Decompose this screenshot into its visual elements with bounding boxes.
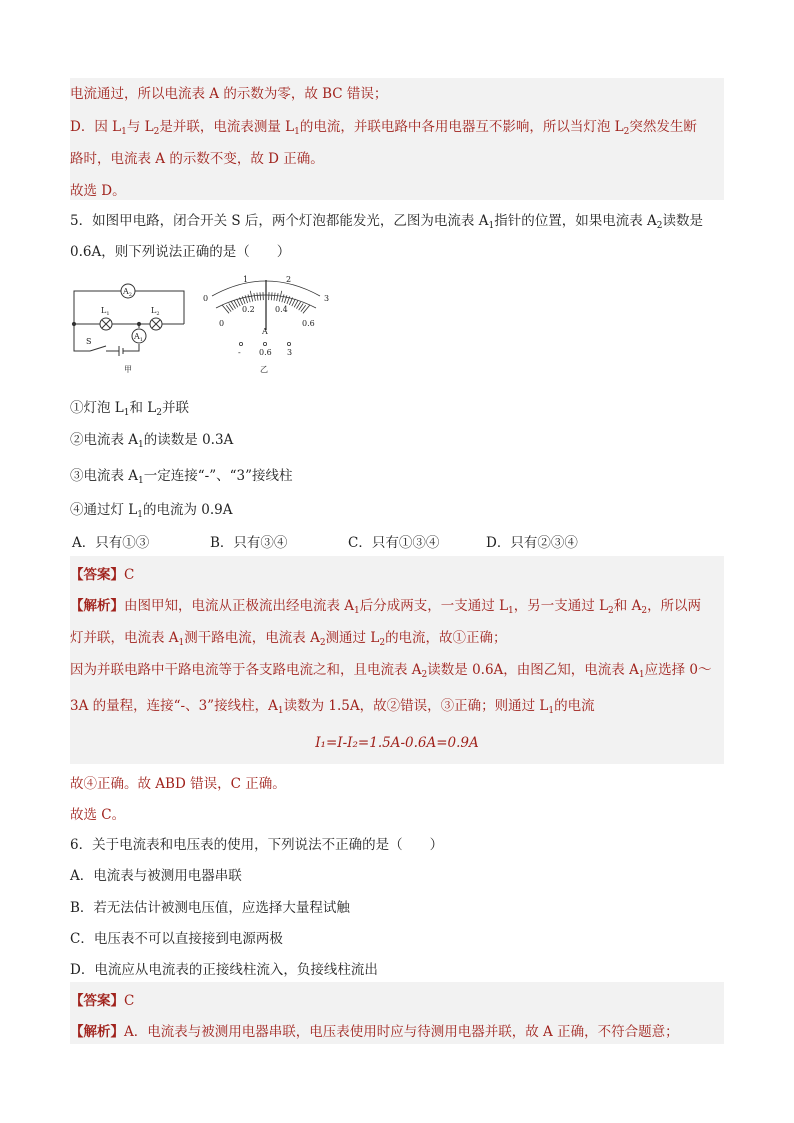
q5-statement-2: ②电流表 $A_1$的读数是 0.3A	[70, 432, 234, 450]
q5-choose: 故选 C。	[70, 807, 126, 823]
q6-stem: 6．关于电流表和电压表的使用，下列说法不正确的是（ ）	[70, 837, 444, 853]
dial-tick	[274, 293, 275, 301]
lamp-l2-label: $L_2$	[151, 306, 160, 317]
switch-label: S	[86, 337, 92, 346]
terminal-3: 3	[287, 348, 293, 357]
q6-analysis: 【解析】A．电流表与被测用电器串联，电压表使用时应与待测用电器并联，故 A 正确，不符合题意；	[70, 1024, 679, 1040]
dial-tick	[282, 295, 284, 303]
q5-stem-line1: 5．如图甲电路，闭合开关 S 后，两个灯泡都能发光，乙图为电流表 $A_1$指针的位置，如果电流表 $A_2$读数是	[70, 213, 703, 231]
dial-tick	[234, 300, 238, 307]
q5-option-c[interactable]: C．只有①③④	[348, 535, 440, 551]
q5-formula: I₁=I-I₂=1.5A-0.6A=0.9A	[315, 735, 479, 751]
figure-label-jia: 甲	[124, 365, 132, 374]
dial-tick	[294, 300, 298, 307]
q5-analysis-line2: 灯并联，电流表 $A_1$测干路电流，电流表 $A_2$测通过 $L_2$的电流，故①正确；	[70, 630, 507, 648]
scale-inner-04: 0.4	[275, 305, 288, 314]
scale-outer-2: 2	[286, 275, 292, 284]
prev-choose: 故选 D。	[70, 183, 126, 199]
q6-option-d[interactable]: D．电流应从电流表的正接线柱流入，负接线柱流出	[70, 962, 378, 978]
dial-tick	[257, 293, 258, 301]
terminal-06: 0.6	[259, 348, 272, 357]
scale-inner-0: 0	[219, 319, 225, 328]
scale-inner-02: 0.2	[242, 305, 255, 314]
scale-outer-3: 3	[324, 294, 330, 303]
ammeter-a2-label: $A_2$	[123, 287, 132, 298]
dial-tick	[277, 293, 278, 301]
ammeter-a1-label: $A_1$	[134, 332, 143, 343]
prev-analysis-line1: 电流通过，所以电流表 A 的示数为零，故 BC 错误；	[70, 86, 388, 102]
q5-answer: 【答案】C	[70, 567, 135, 583]
q5-option-a[interactable]: A．只有①③	[72, 535, 150, 551]
dial-tick	[248, 295, 250, 303]
q5-option-b[interactable]: B．只有③④	[210, 535, 288, 551]
q5-statement-3: ③电流表 $A_1$一定连接“-”、“3”接线柱	[70, 468, 293, 486]
dial-tick	[303, 305, 310, 313]
q5-conclusion: 故④正确。故 ABD 错误，C 正确。	[70, 776, 286, 792]
dial-tick	[292, 299, 296, 306]
q5-analysis-line4: 3A 的量程，连接“-、3”接线柱，$A_1$读数为 1.5A，故②错误，③正确；则通过 $L_1$的电流	[70, 698, 595, 716]
lamp-l1-label: $L_1$	[101, 306, 110, 317]
q5-statement-4: ④通过灯 $L_1$的电流为 0.9A	[70, 502, 233, 520]
prev-analysis-line-d2: 路时，电流表 A 的示数不变，故 D 正确。	[70, 151, 324, 167]
dial-tick	[254, 293, 255, 301]
ammeter-dial	[203, 275, 329, 374]
terminal-minus: -	[238, 348, 241, 357]
q5-analysis-line3: 因为并联电路中干路电流等于各支路电流之和，且电流表 $A_2$读数是 0.6A，由图乙知，电流表 $A_1$应选择 0～	[70, 662, 712, 680]
q5-figure	[66, 268, 356, 380]
q6-option-c[interactable]: C．电压表不可以直接接到电源两极	[70, 931, 283, 947]
meter-unit-label: A	[262, 327, 268, 336]
q5-statement-1: ①灯泡 $L_1$和 $L_2$并联	[70, 400, 189, 418]
q6-option-b[interactable]: B．若无法估计被测电压值，应选择大量程试触	[70, 900, 350, 916]
scale-outer-0: 0	[203, 294, 209, 303]
dial-tick	[271, 292, 272, 300]
scale-inner-06: 0.6	[302, 319, 315, 328]
figure-label-yi: 乙	[260, 365, 268, 374]
q6-option-a[interactable]: A．电流表与被测用电器串联	[70, 868, 242, 884]
dial-tick	[260, 292, 261, 300]
dial-tick	[237, 299, 241, 306]
dial-tick	[222, 305, 229, 313]
scale-outer-1: 1	[243, 275, 249, 284]
q5-option-d[interactable]: D．只有②③④	[486, 535, 578, 551]
q5-analysis-line1: 【解析】由图甲知，电流从正极流出经电流表 $A_1$后分成两支，一支通过 $L_1$，另一支通过 $L_2$和 $A_2$，所以两	[70, 598, 702, 616]
prev-analysis-line-d: D．因 $L_1$与 $L_2$是并联，电流表测量 $L_1$的电流，并联电路中各用电器互不影响，所以当灯泡 $L_2$突然发生断	[70, 119, 697, 137]
q5-stem-line2: 0.6A，则下列说法正确的是（ ）	[70, 244, 291, 260]
q6-answer: 【答案】C	[70, 993, 135, 1009]
